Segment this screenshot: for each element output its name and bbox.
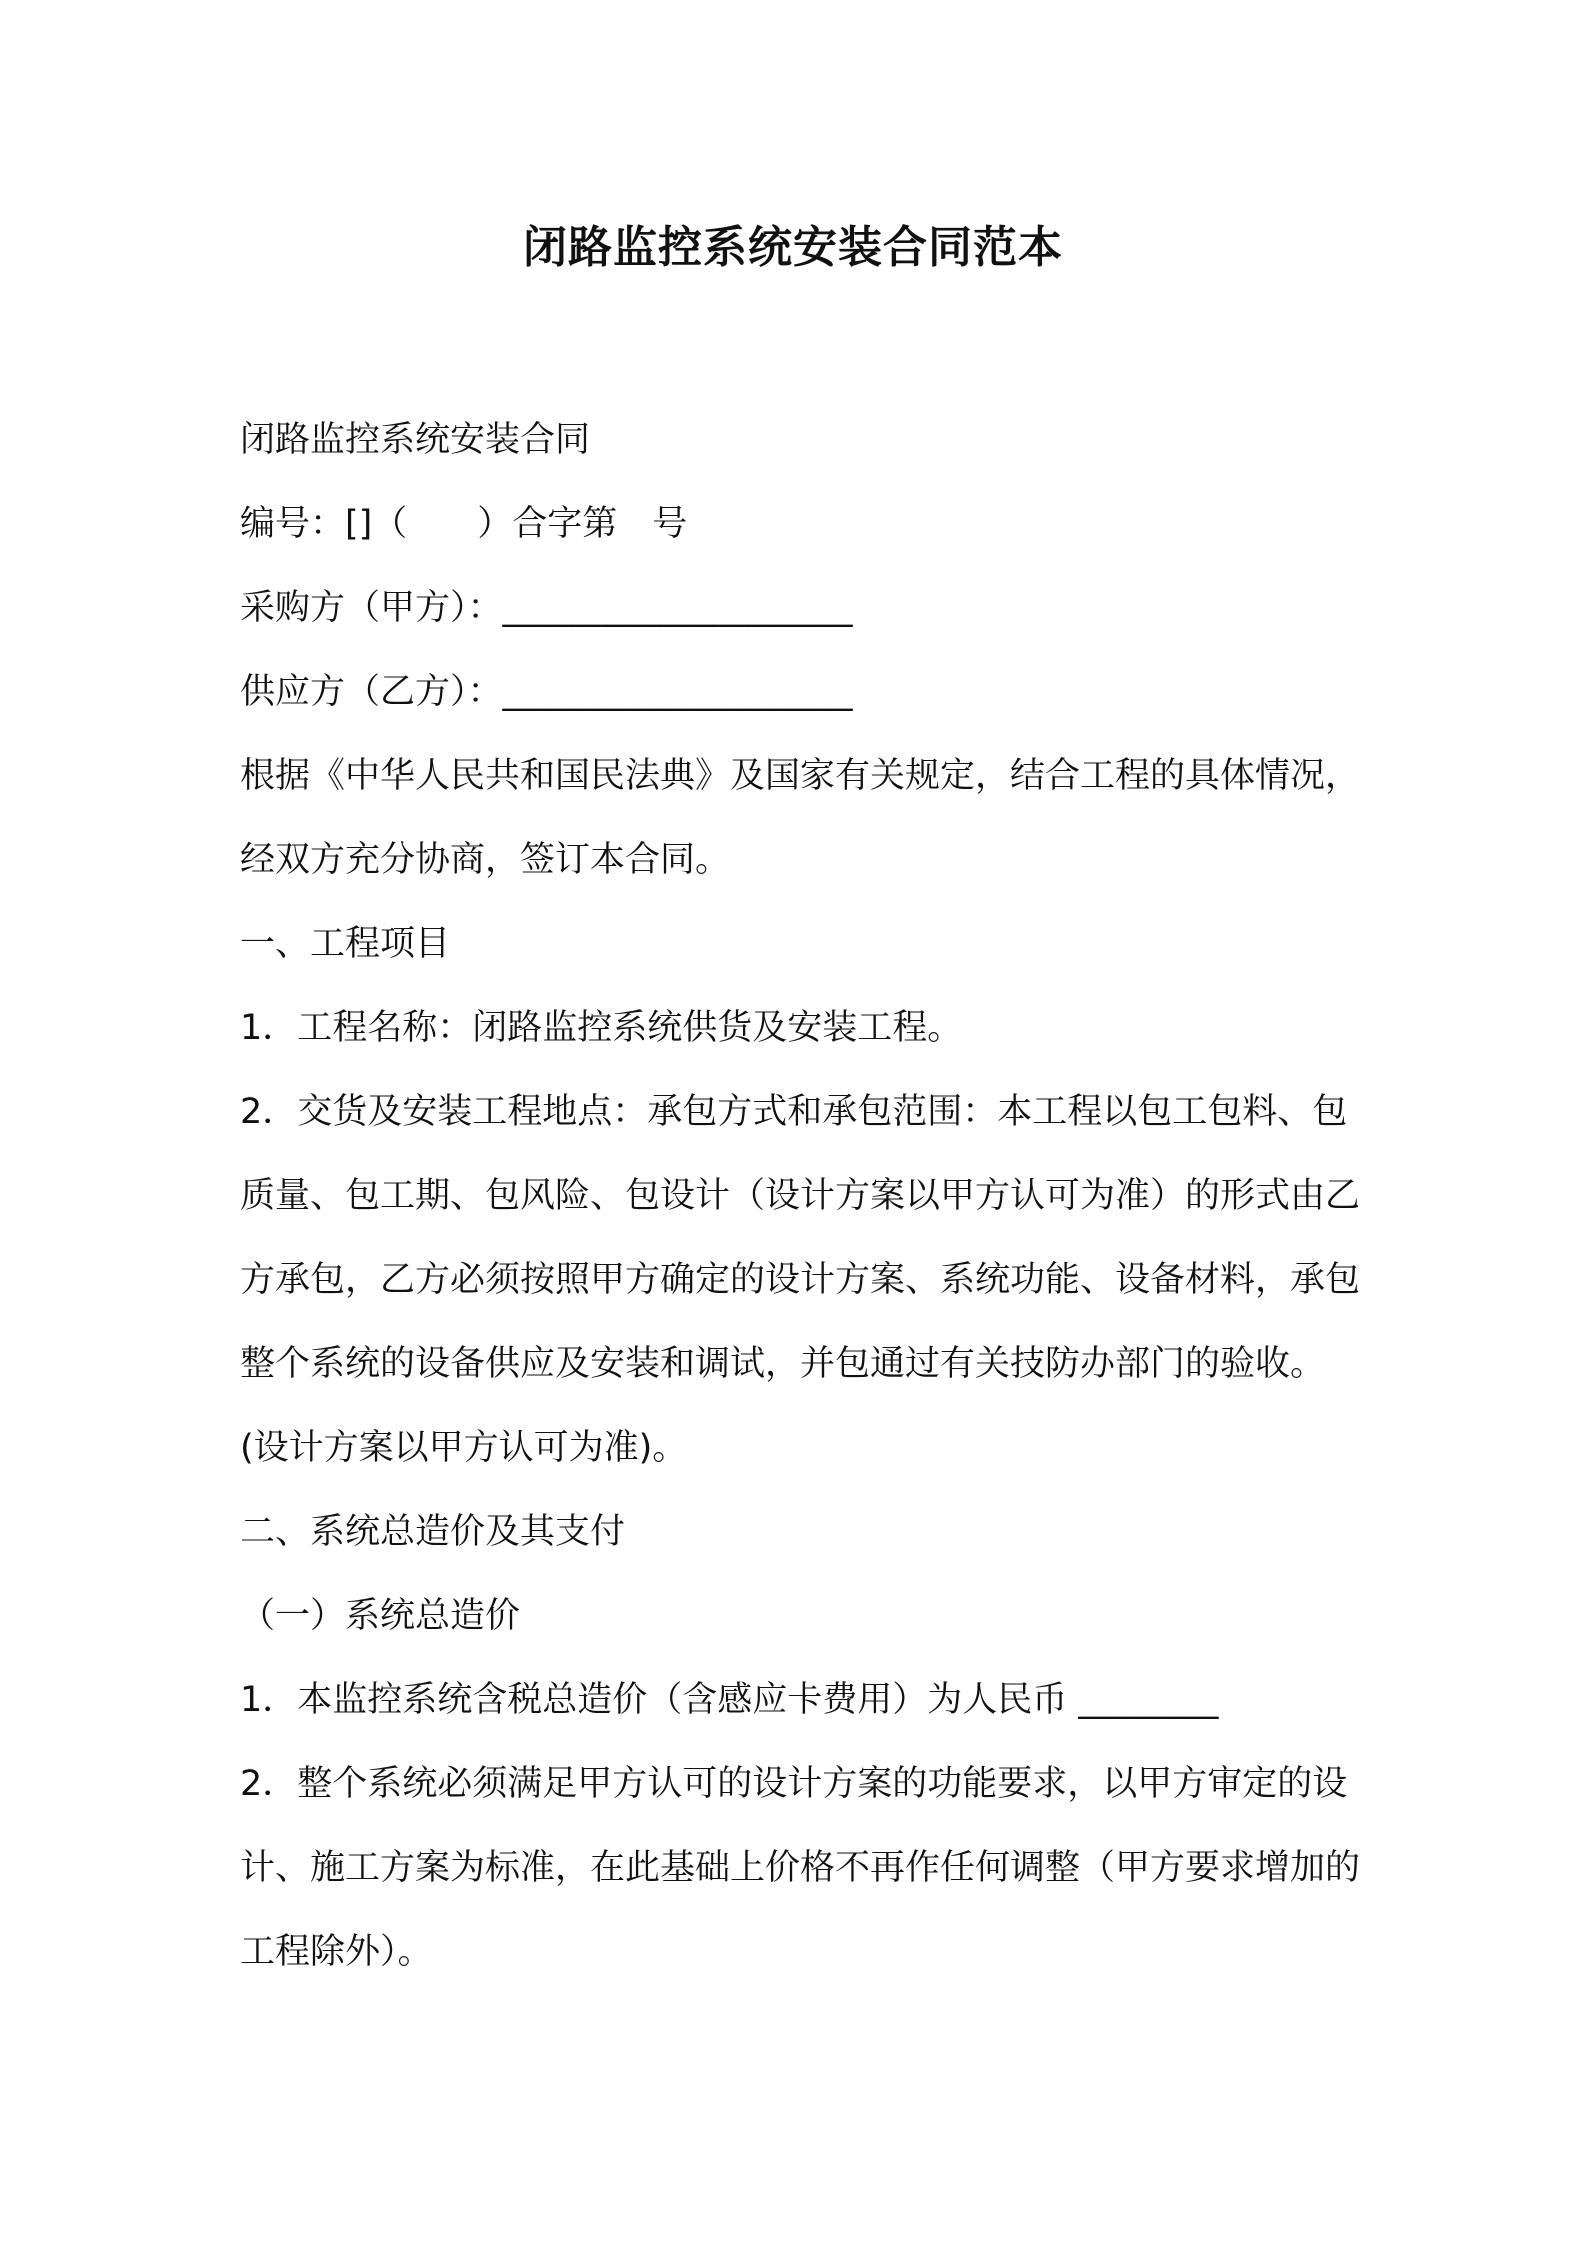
party-a: 采购方（甲方）：____________________: [240, 588, 853, 628]
section-1-item-1: 1．工程名称：闭路监控系统供货及安装工程。: [240, 1008, 963, 1048]
section-2-item-1: 1．本监控系统含税总造价（含感应卡费用）为人民币 ________: [240, 1680, 1219, 1720]
contract-name: 闭路监控系统安装合同: [240, 420, 591, 460]
section-1-item-2: 2．交货及安装工程地点：承包方式和承包范围：本工程以包工包料、包质量、包工期、包风险、包设计（设计方案以甲方认可为准）的形式由乙方承包，乙方必须按照甲方确定的设计方案、系统功能、设备材料，承包整个系统的设备供应及安装和调试，并包通过有关技防办部门的验收。(设计方案以甲方认可为准)。: [240, 1092, 1361, 1468]
document-title: 闭路监控系统安装合同范本: [523, 222, 1063, 273]
section-2-subheading: （一）系统总造价: [240, 1596, 521, 1636]
preamble: 根据《中华人民共和国民法典》及国家有关规定，结合工程的具体情况，经双方充分协商，签订本合同。: [240, 756, 1361, 880]
section-2-heading: 二、系统总造价及其支付: [240, 1512, 626, 1552]
document-body: [240, 398, 1360, 1994]
party-b: 供应方（乙方）：____________________: [240, 672, 853, 712]
contract-number: 编号：[]（ ）合字第 号: [240, 504, 688, 544]
section-2-item-2: 2．整个系统必须满足甲方认可的设计方案的功能要求，以甲方审定的设计、施工方案为标准，在此基础上价格不再作任何调整（甲方要求增加的工程除外）。: [240, 1764, 1361, 1972]
section-1-heading: 一、工程项目: [240, 924, 451, 964]
